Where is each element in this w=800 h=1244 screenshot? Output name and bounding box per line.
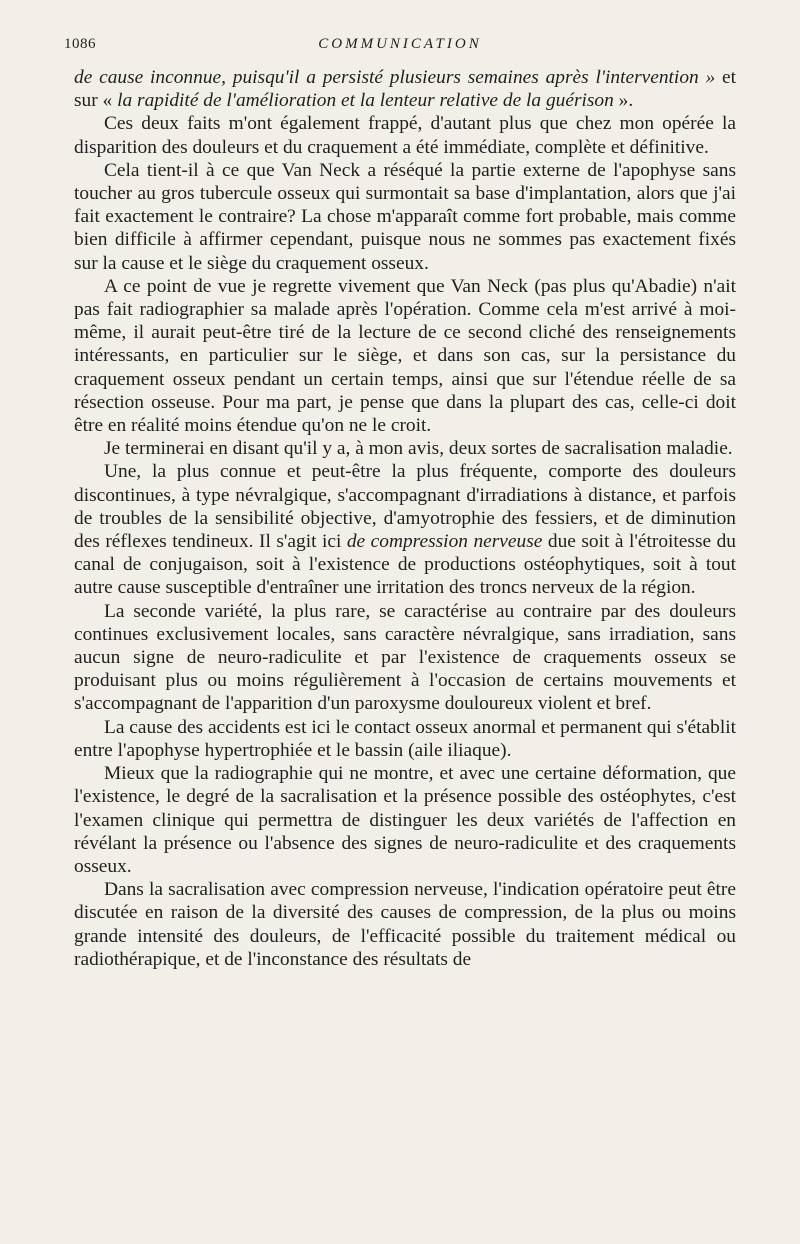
paragraph bbox=[74, 716, 736, 762]
text-run: de compression nerveuse bbox=[346, 531, 543, 553]
text-run: due soit à l'étroitesse du canal de conjugaison, soit à l'existence de productions ostéophytiques, soit à tout autre cause susceptible d'entraîner une irritation des troncs nerveux de la région. bbox=[74, 531, 736, 599]
paragraph bbox=[74, 762, 736, 878]
text-run: La seconde variété, la plus rare, se caractérise au contraire par des douleurs continues exclusivement locales, sans caractère névralgique, sans irradiation, sans aucun signe de neuro-radiculite et par l'existence de craquements osseux se produisant plus ou moins régulièrement à l'occasion de certains mouvements et s'accompagnant de l'apparition d'un paroxysme douloureux violent et bref. bbox=[74, 600, 736, 715]
page-number: 1086 bbox=[64, 36, 96, 52]
page-header bbox=[64, 36, 736, 60]
body-text bbox=[74, 66, 736, 971]
text-run: La cause des accidents est ici le contact osseux anormal et permanent qui s'établit entre l'apophyse hypertrophiée et le bassin (aile iliaque). bbox=[74, 716, 736, 761]
paragraph bbox=[74, 437, 736, 460]
paragraph bbox=[74, 112, 736, 158]
text-run: Dans la sacralisation avec compression nerveuse, l'indication opératoire peut être discutée en raison de la diversité des causes de compression, de la plus ou moins grande intensité des douleurs, de l'efficacité possible du traitement médical ou radiothérapique, et de l'inconstance des résultats de bbox=[74, 879, 736, 970]
paragraph bbox=[74, 275, 736, 437]
text-run: Une, la plus connue et peut-être la plus fréquente, comporte des douleurs discontinues, à type névralgique, s'accompagnant d'irradiations à distance, et parfois de troubles de la sensibilité objective, d'amyotrophie des fessiers, et de diminution des réflexes tendineux. Il s'agit ici bbox=[74, 461, 736, 553]
paragraph bbox=[74, 460, 736, 599]
paragraph bbox=[74, 600, 736, 716]
paragraph bbox=[74, 66, 736, 112]
text-run: Cela tient-il à ce que Van Neck a réséqué la partie externe de l'apophyse sans toucher au gros tubercule osseux qui surmontait sa base d'implantation, alors que j'ai fait exactement le contraire? La chose m'apparaît comme fort probable, mais comme bien difficile à affirmer cependant, puisque nous ne sommes pas exactement fixés sur la cause et le siège du craquement osseux. bbox=[74, 159, 736, 274]
text-run: et sur « bbox=[74, 67, 736, 112]
text-run: A ce point de vue je regrette vivement que Van Neck (pas plus qu'Abadie) n'ait pas fait radiographier sa malade après l'opération. Comme cela m'est arrivé à moi-même, il aurait peut-être tiré de la lecture de ce second cliché des renseignements intéressants, en particulier sur le siège, et dans son cas, sur la persistance du craquement osseux pendant un certain temps, ainsi que sur l'étendue réelle de sa résection osseuse. Pour ma part, je pense que dans la plupart des cas, celle-ci doit être en réalité moins étendue qu'on ne le croit. bbox=[74, 275, 736, 437]
text-run: ». bbox=[613, 90, 634, 112]
text-run: Je terminerai en disant qu'il y a, à mon avis, deux sortes de sacralisation maladie. bbox=[104, 438, 733, 460]
text-run: Ces deux faits m'ont également frappé, d'autant plus que chez mon opérée la disparition des douleurs et du craquement a été immédiate, complète et définitive. bbox=[74, 113, 736, 158]
text-run: Mieux que la radiographie qui ne montre, et avec une certaine déformation, que l'existence, le degré de la sacralisation et la présence possible des ostéophytes, c'est l'examen clinique qui permettra de distinguer les deux variétés de l'affection en révélant la présence ou l'absence des signes de neuro-radiculite et des craquements osseux. bbox=[74, 763, 736, 877]
paragraph bbox=[74, 878, 736, 971]
text-run: de cause inconnue, puisqu'il a persisté plusieurs semaines après l'intervention » bbox=[74, 67, 716, 88]
running-head: COMMUNICATION bbox=[318, 36, 482, 52]
paragraph bbox=[74, 159, 736, 275]
text-run: la rapidité de l'amélioration et la lenteur relative de la guérison bbox=[117, 90, 614, 112]
